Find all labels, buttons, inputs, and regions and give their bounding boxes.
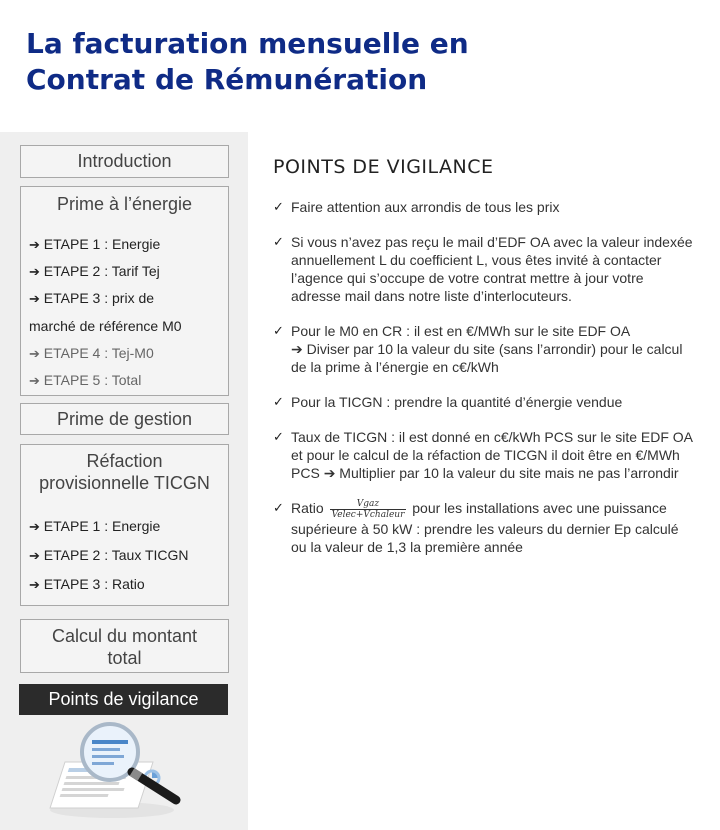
check-icon: ✓	[273, 234, 284, 249]
section-title: POINTS DE VIGILANCE	[273, 156, 494, 178]
nav-calcul-label-line1: Calcul du montant	[51, 626, 198, 646]
arrow-right-icon: ➔	[29, 237, 40, 252]
page-title-line1: La facturation mensuelle en	[26, 27, 469, 60]
check-icon: ✓	[273, 199, 284, 214]
nav-prime-gestion[interactable]	[20, 403, 229, 435]
arrow-right-icon: ➔	[29, 291, 40, 306]
page-title-line2: Contrat de Rémunération	[26, 63, 428, 96]
arrow-right-icon: ➔	[29, 264, 40, 279]
nav-introduction-label: Introduction	[77, 151, 172, 171]
step-1[interactable]: ➔ ETAPE 1 : Energie	[29, 236, 161, 252]
nav-calcul-montant[interactable]	[20, 619, 229, 673]
step-4[interactable]: ➔ ETAPE 4 : Tej-M0	[29, 345, 154, 361]
step-3[interactable]: ➔ ETAPE 3 : prix de	[29, 290, 155, 306]
step-3-continued: marché de référence M0	[29, 318, 182, 334]
nav-introduction[interactable]	[20, 145, 229, 178]
arrow-right-icon: ➔	[29, 577, 40, 592]
nav-prime-gestion-label: Prime de gestion	[56, 409, 193, 429]
arrow-right-icon: ➔	[29, 346, 40, 361]
vigilance-list	[273, 198, 693, 556]
list-item: ✓ Pour la TICGN : prendre la quantité d’énergie vendue	[273, 394, 623, 410]
list-item: ✓ Pour le M0 en CR : il est en €/MWh sur le site EDF OA ➔ Diviser par 10 la valeur du site (sans l’arrondir) pour le calcul de la prime à l’énergie en c€/kWh	[273, 323, 683, 375]
arrow-right-icon: ➔	[29, 548, 40, 563]
step-5[interactable]: ➔ ETAPE 5 : Total	[29, 372, 142, 388]
list-item: ✓ Taux de TICGN : il est donné en c€/kWh PCS sur le site EDF OA et pour le calcul de la réfaction de TICGN il doit être en €/MWh PCS ➔ Multiplier par 10 la valeur du site mais ne pas l’arrondir	[273, 429, 693, 481]
nav-prime-energie-label: Prime à l’énergie	[56, 194, 193, 214]
nav-calcul-label-line2: total	[107, 648, 142, 668]
arrow-right-icon: ➔	[291, 341, 303, 357]
check-icon: ✓	[273, 500, 284, 515]
nav-refaction-label-line2: provisionnelle TICGN	[39, 473, 210, 493]
document-magnifier-illustration	[40, 722, 190, 822]
nav-refaction-ticgn[interactable]	[20, 444, 229, 606]
ratio-fraction: $\frac{\text{Vgaz}}{\text{Velec+Vchaleur}}$	[331, 499, 405, 520]
nav-prime-energie[interactable]	[20, 186, 229, 396]
step-2[interactable]: ➔ ETAPE 2 : Tarif Tej	[29, 263, 160, 279]
nav-refaction-label-line1: Réfaction	[86, 451, 163, 471]
nav-points-vigilance-active[interactable]	[19, 684, 228, 715]
refaction-step-3[interactable]: ➔ ETAPE 3 : Ratio	[29, 576, 145, 592]
nav-points-vigilance-label: Points de vigilance	[48, 689, 199, 709]
points-vigilance-content	[273, 156, 693, 573]
arrow-right-icon: ➔	[29, 519, 40, 534]
page-title	[26, 26, 469, 98]
refaction-step-2[interactable]: ➔ ETAPE 2 : Taux TICGN	[29, 547, 189, 563]
list-item: ✓ Si vous n’avez pas reçu le mail d’EDF OA avec la valeur indexée annuellement L du coefficient L, vous êtes invité à contacter l’agence qui s’occupe de votre contrat mettre à jour votre adresse mail dans notre liste d’interlocuteurs.	[273, 234, 693, 304]
list-item: ✓ Ratio $\frac{\text{Vgaz}}{\text{Velec+Vchaleur}}$ pour les installations avec une puissance supérieure à 50 kW : prendre les valeurs du dernier Ep calculé ou la valeur de 1,3 la première année	[273, 499, 679, 555]
arrow-right-icon: ➔	[29, 373, 40, 388]
list-item: ✓ Faire attention aux arrondis de tous les prix	[273, 199, 560, 215]
refaction-step-1[interactable]: ➔ ETAPE 1 : Energie	[29, 518, 161, 534]
check-icon: ✓	[273, 323, 284, 338]
check-icon: ✓	[273, 429, 284, 444]
check-icon: ✓	[273, 394, 284, 409]
arrow-right-icon: ➔	[323, 465, 336, 481]
